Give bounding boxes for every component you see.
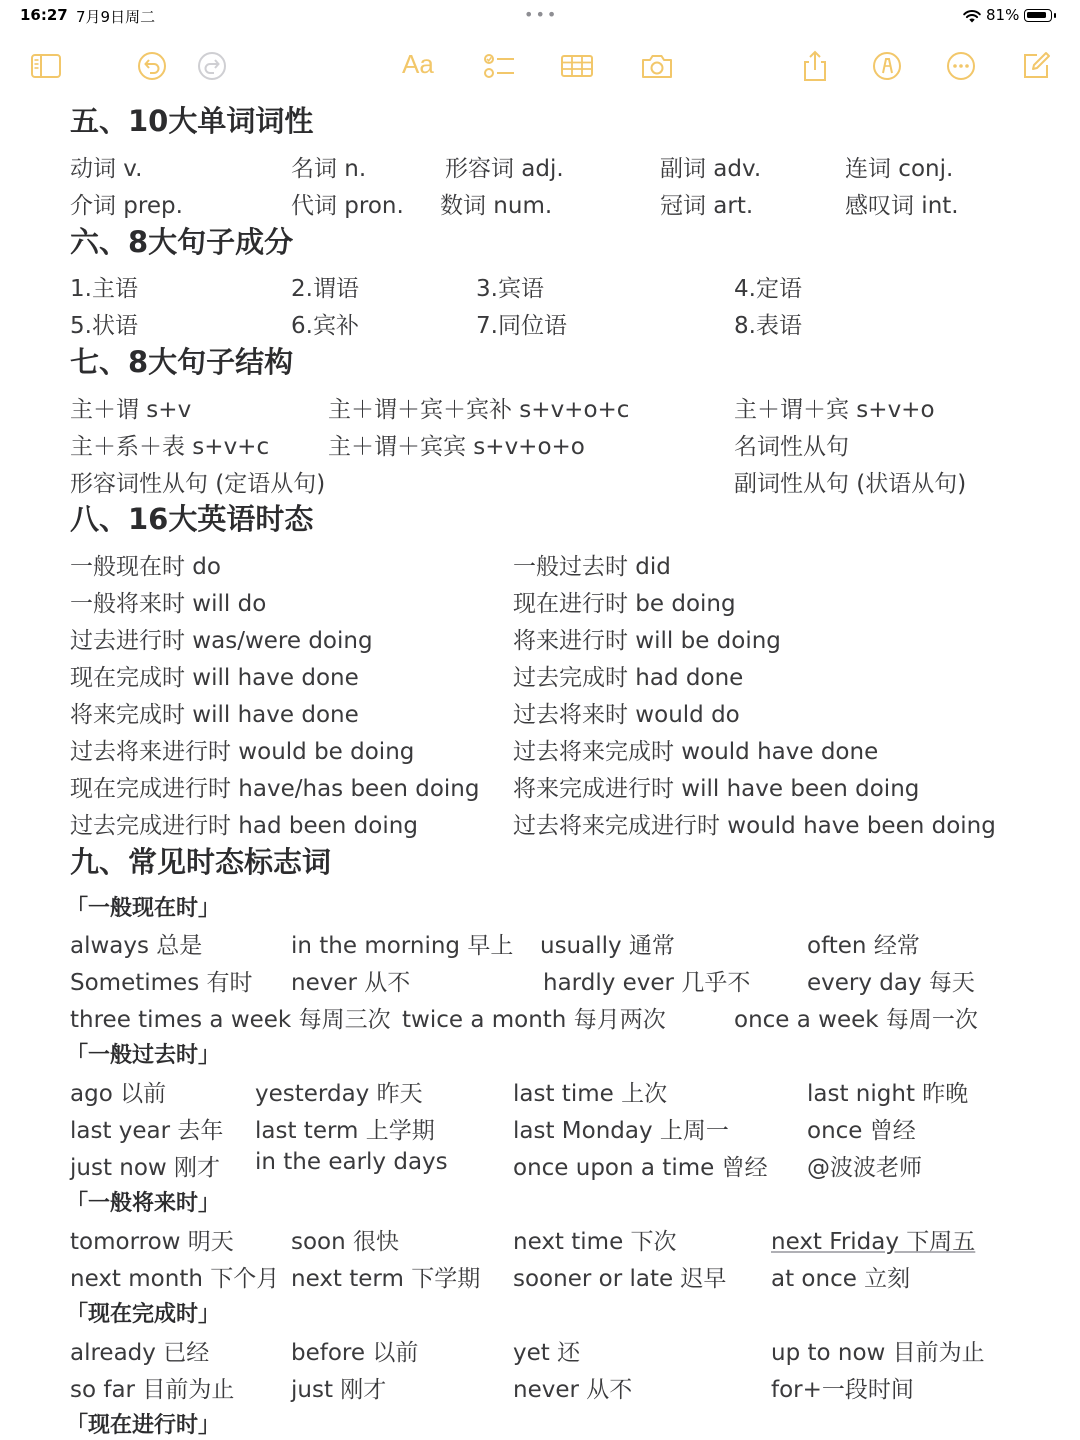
pos-item: 连词 conj.: [845, 156, 954, 182]
sentence-part: 6.宾补: [291, 313, 359, 339]
group-label: 「一般过去时」: [66, 1043, 221, 1068]
signal-word: for+一段时间: [771, 1377, 914, 1403]
structure-item: 形容词性从句 (定语从句): [70, 471, 326, 497]
sentence-part: 1.主语: [70, 276, 138, 302]
signal-word: before 以前: [291, 1340, 419, 1366]
signal-word: three times a week 每周三次: [70, 1007, 391, 1033]
tense-item: 过去将来时 would do: [513, 702, 740, 728]
signal-word: twice a month 每月两次: [402, 1007, 666, 1033]
pos-item: 形容词 adj.: [445, 156, 564, 182]
signal-word: never 从不: [291, 970, 411, 996]
section-title: 八、16大英语时态: [70, 502, 314, 536]
signal-word: often 经常: [807, 933, 920, 959]
signal-word: usually 通常: [540, 933, 675, 959]
signal-word: just now 刚才: [70, 1155, 221, 1181]
signal-word: yet 还: [513, 1340, 581, 1366]
signal-word: next time 下次: [513, 1229, 677, 1255]
tense-item: 一般将来时 will do: [70, 591, 267, 617]
pos-item: 代词 pron.: [291, 193, 404, 219]
tense-item: 现在完成进行时 have/has been doing: [70, 776, 480, 802]
structure-item: 主＋谓＋宾宾 s+v+o+o: [328, 434, 585, 460]
structure-item: 主＋谓＋宾＋宾补 s+v+o+c: [328, 397, 630, 423]
section-title: 九、常见时态标志词: [70, 845, 332, 879]
signal-word: next month 下个月: [70, 1266, 280, 1292]
signal-word: soon 很快: [291, 1229, 400, 1255]
pos-item: 介词 prep.: [70, 193, 183, 219]
group-label: 「一般现在时」: [66, 896, 221, 921]
tense-item: 现在完成时 will have done: [70, 665, 359, 691]
signal-word: so far 目前为止: [70, 1377, 235, 1403]
multitasking-dots[interactable]: •••: [524, 5, 559, 24]
tense-item: 过去进行时 was/were doing: [70, 628, 373, 654]
tense-item: 过去完成进行时 had been doing: [70, 813, 418, 839]
signal-word: every day 每天: [807, 970, 975, 996]
signal-word: last term 上学期: [255, 1118, 435, 1144]
signal-word: once a week 每周一次: [734, 1007, 978, 1033]
status-date: 7月9日周二: [76, 8, 156, 26]
tense-item: 一般过去时 did: [513, 554, 671, 580]
signal-word: sooner or late 迟早: [513, 1266, 727, 1292]
structure-item: 副词性从句 (状语从句): [734, 471, 967, 497]
pos-item: 数词 num.: [440, 193, 553, 219]
format-text-button[interactable]: Aa: [402, 49, 434, 79]
structure-item: 主＋谓＋宾 s+v+o: [734, 397, 935, 423]
signal-word: at once 立刻: [771, 1266, 911, 1292]
pos-item: 动词 v.: [70, 156, 143, 182]
sentence-part: 5.状语: [70, 313, 138, 339]
signal-word: once upon a time 曾经: [513, 1155, 768, 1181]
signal-word: never 从不: [513, 1377, 633, 1403]
signal-word: just 刚才: [291, 1377, 387, 1403]
signal-word: already 已经: [70, 1340, 210, 1366]
structure-item: 主＋系＋表 s+v+c: [70, 434, 270, 460]
tense-item: 过去将来完成时 would have done: [513, 739, 879, 765]
signal-word: last Monday 上周一: [513, 1118, 729, 1144]
pos-item: 感叹词 int.: [845, 193, 959, 219]
group-label: 「一般将来时」: [66, 1191, 221, 1216]
watermark-handle: @波波老师: [807, 1155, 922, 1181]
status-time: 16:27: [20, 6, 68, 24]
signal-word: tomorrow 明天: [70, 1229, 234, 1255]
signal-word: in the early days: [255, 1149, 448, 1175]
sentence-part: 7.同位语: [476, 313, 567, 339]
signal-word: ago 以前: [70, 1081, 167, 1107]
tense-item: 过去完成时 had done: [513, 665, 744, 691]
sentence-part: 4.定语: [734, 276, 802, 302]
structure-item: 主＋谓 s+v: [70, 397, 192, 423]
structure-item: 名词性从句: [734, 434, 849, 460]
signal-word: Sometimes 有时: [70, 970, 253, 996]
group-label: 「现在进行时」: [66, 1413, 221, 1438]
signal-word: next term 下学期: [291, 1266, 481, 1292]
sentence-part: 8.表语: [734, 313, 802, 339]
pos-item: 冠词 art.: [660, 193, 754, 219]
signal-word: always 总是: [70, 933, 203, 959]
sentence-part: 3.宾语: [476, 276, 544, 302]
signal-word: last time 上次: [513, 1081, 668, 1107]
tense-item: 一般现在时 do: [70, 554, 221, 580]
signal-word: last night 昨晚: [807, 1081, 969, 1107]
signal-word: once 曾经: [807, 1118, 916, 1144]
signal-word: next Friday 下周五: [771, 1229, 976, 1255]
group-label: 「现在完成时」: [66, 1302, 221, 1327]
sentence-part: 2.谓语: [291, 276, 359, 302]
pos-item: 名词 n.: [291, 156, 367, 182]
signal-word: up to now 目前为止: [771, 1340, 985, 1366]
section-title: 五、10大单词词性: [70, 104, 314, 138]
section-title: 六、8大句子成分: [70, 225, 294, 259]
signal-word: last year 去年: [70, 1118, 224, 1144]
tense-item: 现在进行时 be doing: [513, 591, 736, 617]
tense-item: 过去将来完成进行时 would have been doing: [513, 813, 996, 839]
tense-item: 将来完成进行时 will have been doing: [513, 776, 920, 802]
section-title: 七、8大句子结构: [70, 345, 294, 379]
tense-item: 将来进行时 will be doing: [513, 628, 781, 654]
tense-item: 将来完成时 will have done: [70, 702, 359, 728]
signal-word: yesterday 昨天: [255, 1081, 423, 1107]
signal-word: hardly ever 几乎不: [543, 970, 751, 996]
tense-item: 过去将来进行时 would be doing: [70, 739, 415, 765]
pos-item: 副词 adv.: [660, 156, 762, 182]
battery-percent: 81%: [986, 6, 1020, 24]
signal-word: in the morning 早上: [291, 933, 514, 959]
